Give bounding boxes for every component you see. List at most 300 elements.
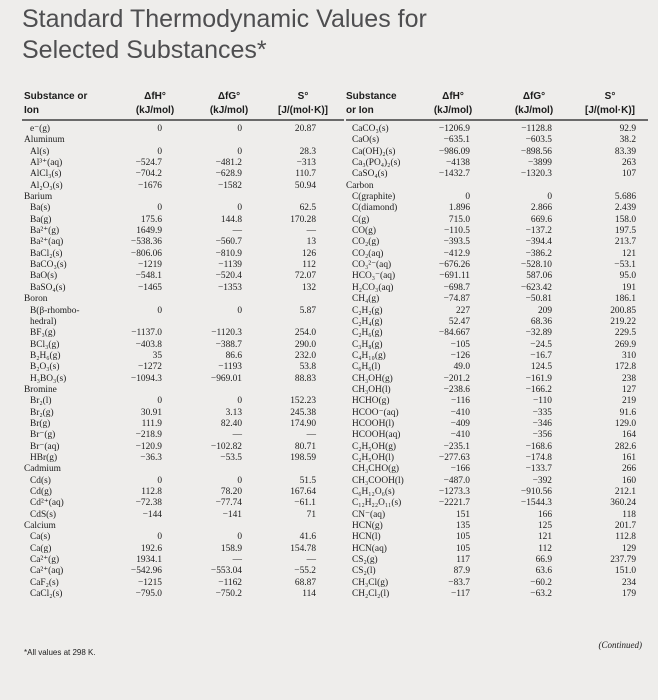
substance-cell: Cadmium <box>24 464 61 475</box>
value-cell: −72.38 <box>135 498 162 509</box>
header-gibbs-right: ΔfG° (kJ/mol) <box>514 91 554 116</box>
value-cell: −1320.3 <box>520 169 552 180</box>
value-cell: −676.26 <box>438 260 470 271</box>
substance-cell: C₁₂H₂₂O₁₁(s) <box>352 498 402 509</box>
substance-cell: Ca²⁺(g) <box>30 555 60 566</box>
value-cell: 1649.9 <box>136 226 162 237</box>
value-cell: −1137.0 <box>131 328 162 339</box>
value-cell: 164 <box>621 430 636 441</box>
substance-cell: BaCl₂(s) <box>30 248 63 259</box>
right-substance-column <box>346 124 436 600</box>
value-cell: −1676 <box>137 180 162 191</box>
substance-cell: Barium <box>24 192 53 203</box>
substance-cell: Al₂O₃(s) <box>30 180 63 191</box>
substance-cell: Ca(g) <box>30 543 52 554</box>
substance-cell: Carbon <box>346 180 374 191</box>
substance-cell: Ba(s) <box>30 203 51 214</box>
value-cell: −4138 <box>445 158 470 169</box>
value-cell: −1465 <box>137 282 162 293</box>
substance-cell: Bromine <box>24 384 57 395</box>
value-cell: −810.9 <box>215 248 242 259</box>
value-cell <box>198 464 242 475</box>
substance-cell: C₂H₂(g) <box>352 305 383 316</box>
value-cell: 174.90 <box>290 418 316 429</box>
value-cell: — <box>306 555 316 566</box>
substance-cell: Ba²⁺(g) <box>30 226 60 237</box>
value-cell: 154.78 <box>290 543 316 554</box>
substance-cell: HCN(aq) <box>352 543 387 554</box>
substance-cell: CdS(s) <box>30 509 57 520</box>
value-cell: −346 <box>532 418 552 429</box>
value-cell: 0 <box>157 532 162 543</box>
value-cell: −218.9 <box>135 430 162 441</box>
value-cell: 151.0 <box>614 566 636 577</box>
substance-cell: BCl₃(g) <box>30 339 60 350</box>
value-cell: 127 <box>621 384 636 395</box>
substance-cell: e⁻(g) <box>30 124 51 134</box>
substance-cell: HCOOH(l) <box>352 418 395 429</box>
value-cell: −1432.7 <box>438 169 470 180</box>
value-cell <box>118 135 162 146</box>
substance-cell: CH₃OH(l) <box>352 384 391 395</box>
value-cell: 87.9 <box>453 566 470 577</box>
value-cell: 0 <box>237 475 242 486</box>
value-cell: 105 <box>455 543 470 554</box>
value-cell: 112.8 <box>615 532 636 543</box>
value-cell: −61.1 <box>294 498 316 509</box>
substance-cell: Cd²⁺(aq) <box>30 498 64 509</box>
value-cell: −481.2 <box>215 158 242 169</box>
substance-cell: C₂H₅OH(g) <box>352 441 397 452</box>
value-cell: 68.36 <box>530 316 552 327</box>
value-cell: −277.63 <box>438 452 470 463</box>
value-cell: 0 <box>547 192 552 203</box>
value-cell: 5.686 <box>614 192 636 203</box>
header-substance: Substance or Ion <box>24 91 88 116</box>
value-cell: −1094.3 <box>130 373 162 384</box>
value-cell: 129.0 <box>614 418 636 429</box>
value-cell: −77.74 <box>215 498 242 509</box>
value-cell: 232.0 <box>294 350 316 361</box>
value-cell: −102.82 <box>210 441 242 452</box>
value-cell <box>506 181 552 192</box>
value-cell: 360.24 <box>610 498 636 509</box>
substance-cell: CH₃OH(g) <box>352 373 393 384</box>
value-cell: −1139 <box>218 260 242 271</box>
value-cell: 52.47 <box>448 316 470 327</box>
value-cell: −161.9 <box>525 373 552 384</box>
substance-cell: Ba(g) <box>30 214 52 225</box>
substance-cell: B₂O₃(s) <box>30 362 60 373</box>
value-cell: 0 <box>237 124 242 134</box>
value-cell: −1193 <box>218 362 242 373</box>
substance-cell: H₃BO₃(s) <box>30 373 67 384</box>
value-cell: 112 <box>538 543 552 554</box>
header-enthalpy: ΔfH° (kJ/mol) <box>135 91 175 116</box>
substance-cell: CaCl₂(s) <box>30 589 63 600</box>
substance-cell: AlCl₃(s) <box>30 169 62 180</box>
value-cell: 51.5 <box>299 475 316 486</box>
value-cell <box>118 521 162 532</box>
value-cell: 13 <box>306 237 316 248</box>
value-cell: −528.10 <box>520 260 552 271</box>
value-cell: −1120.3 <box>211 328 242 339</box>
substance-cell: CS₂(l) <box>352 566 376 577</box>
value-cell: 186.1 <box>614 294 636 305</box>
value-cell: −910.56 <box>520 487 552 497</box>
substance-cell: CH₃Cl(g) <box>352 577 389 588</box>
value-cell: −553.04 <box>210 566 242 577</box>
value-cell: −538.36 <box>130 237 162 248</box>
value-cell: — <box>306 226 316 237</box>
value-cell: −166.2 <box>525 384 552 395</box>
value-cell: 82.40 <box>220 418 242 429</box>
value-cell: −635.1 <box>443 135 470 146</box>
substance-cell: BaSO₄(s) <box>30 282 66 293</box>
value-cell: — <box>232 226 242 237</box>
value-cell: 161 <box>621 452 636 463</box>
value-cell: 0 <box>157 124 162 134</box>
value-cell: 212.1 <box>614 487 636 497</box>
value-cell: 254.0 <box>294 328 316 339</box>
value-cell: −409 <box>450 418 470 429</box>
value-cell: 92.9 <box>619 124 636 134</box>
value-cell: −55.2 <box>294 566 316 577</box>
value-cell: −1353 <box>217 282 242 293</box>
value-cell <box>198 294 242 305</box>
value-cell: 20.87 <box>294 124 316 134</box>
value-cell: 83.39 <box>614 146 636 157</box>
value-cell <box>426 181 470 192</box>
value-cell: 213.7 <box>614 237 636 248</box>
value-cell: 88.83 <box>294 373 316 384</box>
substance-cell: HCOO⁻(aq) <box>352 407 399 418</box>
value-cell: 715.0 <box>448 214 470 225</box>
value-cell: −394.4 <box>525 237 552 248</box>
value-cell: −174.8 <box>525 452 552 463</box>
value-cell: −144 <box>142 509 162 520</box>
substance-cell: Br(g) <box>30 418 51 429</box>
value-cell: −110 <box>532 396 552 407</box>
right-entropy-column <box>592 124 636 600</box>
substance-cell: Calcium <box>24 521 56 532</box>
substance-cell: BF₃(g) <box>30 328 56 339</box>
value-cell: 68.87 <box>294 577 316 588</box>
value-cell: 160 <box>621 475 636 486</box>
value-cell: −806.06 <box>130 248 162 259</box>
value-cell: −704.2 <box>135 169 162 180</box>
value-cell: −356 <box>532 430 552 441</box>
value-cell: −32.89 <box>525 328 552 339</box>
substance-cell: CO(g) <box>352 226 376 237</box>
value-cell: −386.2 <box>525 248 552 259</box>
value-cell <box>118 192 162 203</box>
value-cell: −166 <box>450 464 470 475</box>
header-entropy: S° [J/(mol·K)] <box>278 91 328 116</box>
value-cell <box>118 464 162 475</box>
value-cell: −691.11 <box>439 271 470 282</box>
value-cell <box>272 464 316 475</box>
value-cell: −84.667 <box>438 328 470 339</box>
title-line-1: Standard Thermodynamic Values for <box>22 5 427 33</box>
left-gibbs-column <box>198 124 242 600</box>
value-cell: 290.0 <box>294 339 316 350</box>
value-cell: 245.38 <box>290 407 316 418</box>
substance-cell: CO₃²⁻(aq) <box>352 260 392 271</box>
substance-cell: C₆H₆(l) <box>352 362 381 373</box>
value-cell: −141 <box>222 509 242 520</box>
value-cell: −238.6 <box>443 384 470 395</box>
value-cell: 111.9 <box>141 418 162 429</box>
left-substance-column <box>24 124 120 600</box>
value-cell: 238 <box>621 373 636 384</box>
value-cell: −60.2 <box>530 577 552 588</box>
value-cell: 112 <box>302 260 316 271</box>
value-cell: 49.0 <box>453 362 470 373</box>
value-cell: −487.0 <box>443 475 470 486</box>
value-cell: 179 <box>621 589 636 600</box>
value-cell: −335 <box>532 407 552 418</box>
header-rule-right <box>346 119 648 121</box>
value-cell: −137.2 <box>525 226 552 237</box>
value-cell: −1128.8 <box>521 124 552 134</box>
substance-cell: Ba²⁺(aq) <box>30 237 64 248</box>
value-cell: 53.8 <box>299 362 316 373</box>
value-cell: −403.8 <box>135 339 162 350</box>
substance-cell: CS₂(g) <box>352 555 378 566</box>
value-cell: 35 <box>152 350 162 361</box>
value-cell: — <box>306 430 316 441</box>
value-cell: 0 <box>237 146 242 157</box>
value-cell: 0 <box>237 396 242 407</box>
value-cell <box>118 294 162 305</box>
value-cell: 167.64 <box>290 487 316 497</box>
footnote: *All values at 298 K. <box>24 648 96 657</box>
value-cell: — <box>232 555 242 566</box>
substance-cell: Br₂(g) <box>30 407 54 418</box>
value-cell: −53.1 <box>614 260 636 271</box>
substance-cell: HCHO(g) <box>352 396 390 407</box>
value-cell: −3899 <box>527 158 552 169</box>
value-cell: 0 <box>465 192 470 203</box>
right-enthalpy-column <box>426 124 470 600</box>
title-line-2: Selected Substances* <box>22 36 267 64</box>
left-enthalpy-column <box>118 124 162 600</box>
substance-cell: Br⁻(aq) <box>30 441 60 452</box>
value-cell: −117 <box>450 589 470 600</box>
value-cell: −1582 <box>217 180 242 191</box>
value-cell: −1162 <box>218 577 242 588</box>
value-cell: 62.5 <box>299 203 316 214</box>
value-cell <box>272 385 316 396</box>
value-cell: −524.7 <box>135 158 162 169</box>
value-cell: 2.866 <box>530 203 552 214</box>
substance-cell: Ca(OH)₂(s) <box>352 146 396 157</box>
value-cell: −201.2 <box>443 373 470 384</box>
substance-cell: hedral) <box>30 316 57 327</box>
value-cell <box>198 192 242 203</box>
value-cell: 234 <box>621 577 636 588</box>
value-cell: 170.28 <box>290 214 316 225</box>
value-cell: 172.8 <box>614 362 636 373</box>
value-cell: 219.22 <box>610 316 636 327</box>
substance-cell: B₂H₆(g) <box>30 350 61 361</box>
value-cell: −74.87 <box>443 294 470 305</box>
value-cell: 105 <box>455 532 470 543</box>
value-cell: 229.5 <box>614 328 636 339</box>
substance-cell: HCN(g) <box>352 521 383 532</box>
value-cell <box>118 317 162 328</box>
value-cell: 266 <box>621 464 636 475</box>
value-cell: −313 <box>296 158 316 169</box>
value-cell: −410 <box>450 430 470 441</box>
substance-cell: CH₂Cl₂(l) <box>352 589 390 600</box>
value-cell: 71 <box>306 509 316 520</box>
value-cell: −1206.9 <box>438 124 470 134</box>
substance-cell: CO₂(g) <box>352 237 380 248</box>
value-cell <box>272 135 316 146</box>
value-cell: 209 <box>537 305 552 316</box>
substance-cell: CaSO₄(s) <box>352 169 388 180</box>
substance-cell: CaCO₃(s) <box>352 124 389 134</box>
value-cell: 125 <box>537 521 552 532</box>
value-cell <box>198 317 242 328</box>
substance-cell: B(β-rhombo- <box>30 305 80 316</box>
value-cell: 0 <box>157 475 162 486</box>
value-cell: −1273.3 <box>438 487 470 497</box>
value-cell: −63.2 <box>530 589 552 600</box>
value-cell: 86.6 <box>225 350 242 361</box>
value-cell: −542.96 <box>130 566 162 577</box>
value-cell: 1.896 <box>448 203 470 214</box>
value-cell: 219 <box>621 396 636 407</box>
value-cell: −393.5 <box>443 237 470 248</box>
value-cell: 66.9 <box>535 555 552 566</box>
value-cell: 0 <box>237 203 242 214</box>
value-cell: −628.9 <box>215 169 242 180</box>
value-cell: 166 <box>537 509 552 520</box>
substance-cell: Ca²⁺(aq) <box>30 566 64 577</box>
value-cell: −898.56 <box>520 146 552 157</box>
value-cell: 152.23 <box>290 396 316 407</box>
value-cell <box>198 521 242 532</box>
substance-cell: Cd(g) <box>30 487 52 497</box>
value-cell: 121 <box>537 532 552 543</box>
value-cell: 191 <box>621 282 636 293</box>
value-cell: 126 <box>301 248 316 259</box>
substance-cell: HCOOH(aq) <box>352 430 401 441</box>
value-cell: 3.13 <box>225 407 242 418</box>
value-cell: 282.6 <box>614 441 636 452</box>
substance-cell: C₄H₁₀(g) <box>352 350 386 361</box>
value-cell: 117 <box>456 555 470 566</box>
value-cell: 200.85 <box>610 305 636 316</box>
header-entropy-right: S° [J/(mol·K)] <box>585 91 635 116</box>
value-cell: −392 <box>532 475 552 486</box>
value-cell: 30.91 <box>140 407 162 418</box>
substance-cell: HBr(g) <box>30 452 58 463</box>
value-cell: −110.5 <box>443 226 470 237</box>
value-cell: −53.5 <box>220 452 242 463</box>
value-cell <box>272 317 316 328</box>
substance-cell: C₂H₄(g) <box>352 316 383 327</box>
value-cell: 0 <box>157 305 162 316</box>
value-cell: −698.7 <box>443 282 470 293</box>
value-cell: −24.5 <box>530 339 552 350</box>
substance-cell: C(graphite) <box>352 192 396 203</box>
value-cell: −133.7 <box>525 464 552 475</box>
value-cell: 197.5 <box>614 226 636 237</box>
value-cell: −1544.3 <box>520 498 552 509</box>
value-cell: 63.6 <box>535 566 552 577</box>
header-rule-left <box>22 119 344 121</box>
value-cell: 41.6 <box>299 532 316 543</box>
value-cell <box>272 521 316 532</box>
substance-cell: Cd(s) <box>30 475 51 486</box>
value-cell <box>198 135 242 146</box>
value-cell: 121 <box>621 248 636 259</box>
substance-cell: HCN(l) <box>352 532 381 543</box>
substance-cell: CN⁻(aq) <box>352 509 386 520</box>
substance-cell: Ca₃(PO₄)₂(s) <box>352 158 401 169</box>
value-cell: 78.20 <box>220 487 242 497</box>
value-cell: 0 <box>237 532 242 543</box>
substance-cell: BaO(s) <box>30 271 58 282</box>
value-cell: 124.5 <box>530 362 552 373</box>
substance-cell: CH₃COOH(l) <box>352 475 404 486</box>
value-cell: 118 <box>622 509 636 520</box>
substance-cell: Boron <box>24 294 48 305</box>
value-cell: −83.7 <box>448 577 470 588</box>
value-cell: −235.1 <box>443 441 470 452</box>
value-cell: 110.7 <box>295 169 316 180</box>
substance-cell: C₃H₈(g) <box>352 339 383 350</box>
substance-cell: CO₂(aq) <box>352 248 384 259</box>
value-cell: 0 <box>157 203 162 214</box>
value-cell: 198.59 <box>290 452 316 463</box>
value-cell: −36.3 <box>140 452 162 463</box>
value-cell: 158.0 <box>614 214 636 225</box>
continued-note: (Continued) <box>598 640 642 650</box>
value-cell: −2221.7 <box>438 498 470 509</box>
value-cell: −548.1 <box>135 271 162 282</box>
value-cell: −168.6 <box>525 441 552 452</box>
value-cell: 95.0 <box>619 271 636 282</box>
value-cell: −520.4 <box>215 271 242 282</box>
value-cell: 72.07 <box>294 271 316 282</box>
value-cell: 587.06 <box>526 271 552 282</box>
value-cell: 38.2 <box>619 135 636 146</box>
value-cell: 107 <box>621 169 636 180</box>
substance-cell: CaF₂(s) <box>30 577 59 588</box>
substance-cell: CaO(s) <box>352 135 380 146</box>
value-cell: 80.71 <box>294 441 316 452</box>
substance-cell: C(g) <box>352 214 370 225</box>
substance-cell: C(diamond) <box>352 203 398 214</box>
left-entropy-column <box>272 124 316 600</box>
value-cell: 112.8 <box>141 487 162 497</box>
value-cell: −603.5 <box>525 135 552 146</box>
value-cell: 114 <box>302 589 316 600</box>
value-cell: 237.79 <box>610 555 636 566</box>
value-cell: 158.9 <box>220 543 242 554</box>
value-cell: 132 <box>301 282 316 293</box>
value-cell: −795.0 <box>135 589 162 600</box>
value-cell: 50.94 <box>294 180 316 191</box>
value-cell: −969.01 <box>210 373 242 384</box>
value-cell: −388.7 <box>215 339 242 350</box>
value-cell: −750.2 <box>215 589 242 600</box>
